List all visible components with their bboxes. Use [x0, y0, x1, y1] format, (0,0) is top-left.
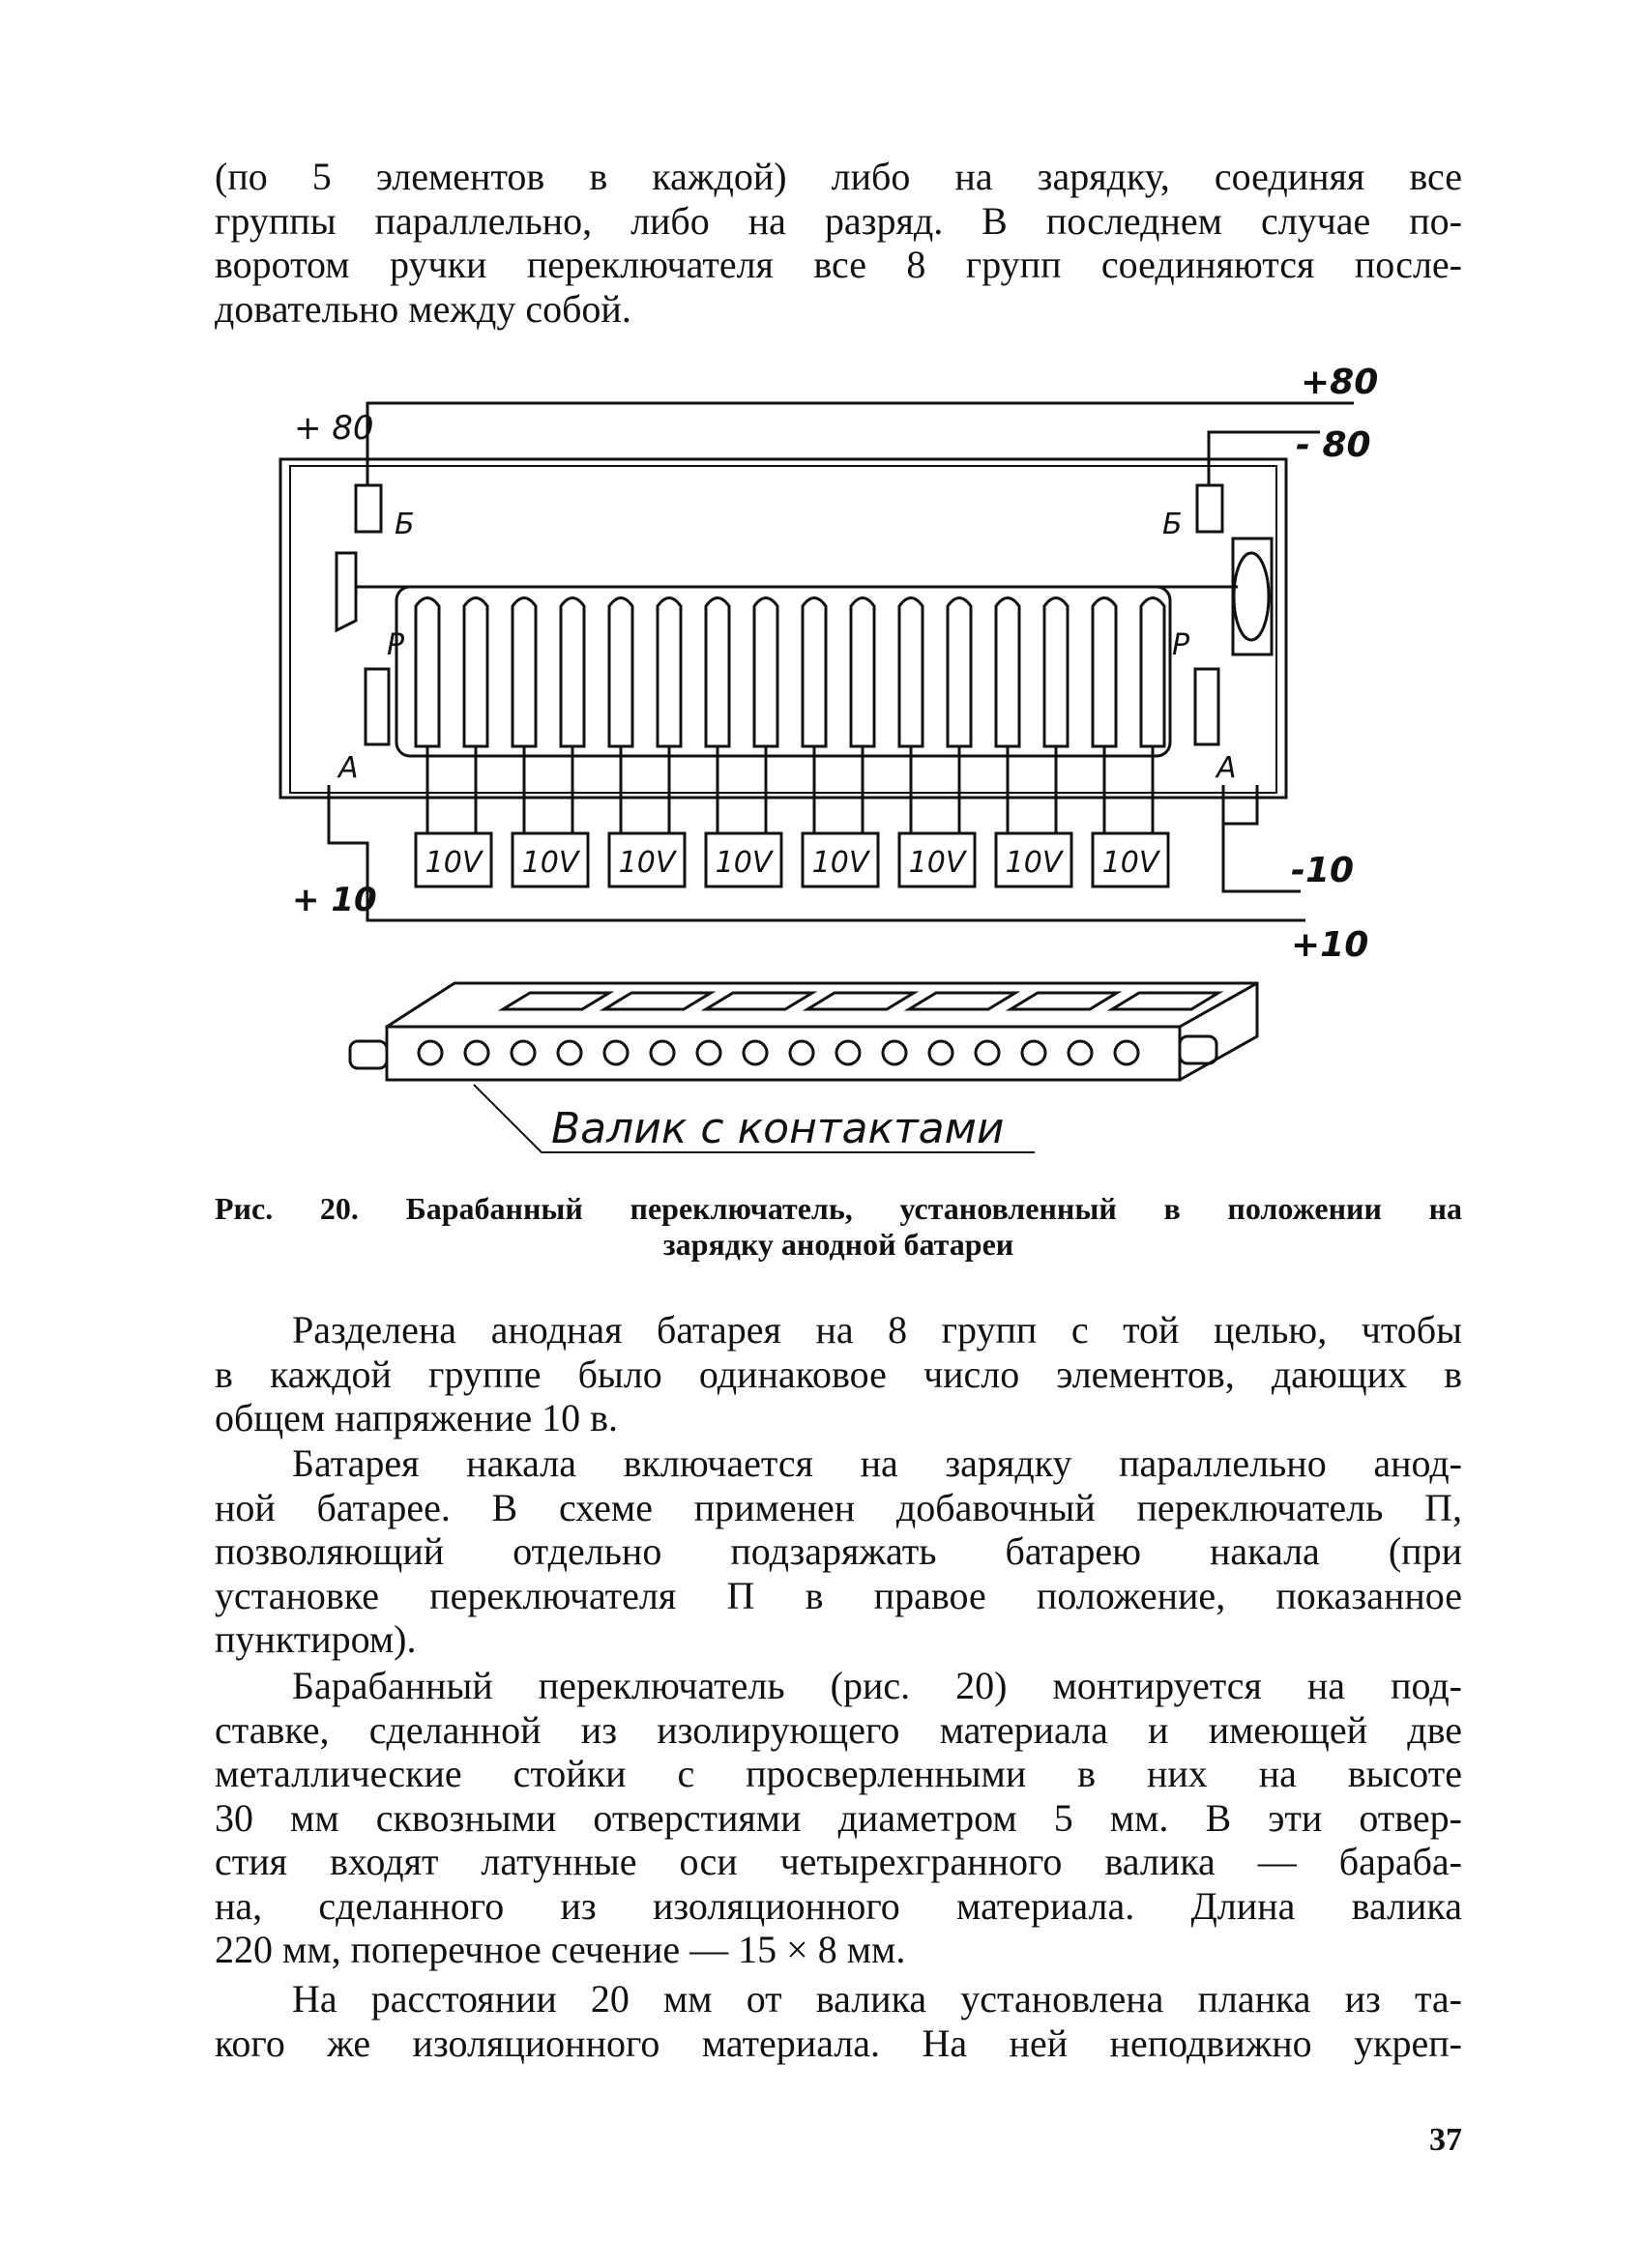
drum-contact-tube: [416, 598, 439, 747]
drum-contact-tube: [1141, 598, 1164, 747]
battery-cell-label: 10V: [1101, 846, 1159, 880]
p2-line-3: позволяющий отдельно подзаряжать батарею накала (при: [215, 1529, 1462, 1573]
label-plus80-right: +80: [1301, 363, 1379, 402]
roller-contact-pad: [909, 993, 1015, 1009]
paragraph-1: [215, 1308, 1462, 1440]
contact-b-left: [356, 485, 381, 532]
roller-contact-holes: [419, 1041, 1138, 1064]
roller-hole: [883, 1041, 906, 1064]
p3-line-3: металлические стойки с просверленными в них на высоте: [215, 1752, 1462, 1795]
switch-handle-right: [1233, 538, 1272, 654]
roller-contact-pad: [1112, 993, 1218, 1009]
roller-edge: [1180, 983, 1257, 1027]
battery-cell-label: 10V: [908, 846, 966, 880]
roller-hole: [836, 1041, 860, 1064]
p1-line-1: Разделена анодная батарея на 8 групп с той целью, чтобы: [292, 1308, 1462, 1352]
battery-cell-label: 10V: [811, 846, 869, 880]
battery-cell-label: 10V: [521, 846, 579, 880]
caption-line-2: зарядку анодной батареи: [662, 1227, 1014, 1262]
roller-contact-pad: [503, 993, 609, 1009]
battery-cells: [416, 833, 1168, 887]
roller-axle-left: [350, 1041, 387, 1068]
drum-contact-tube: [706, 598, 729, 747]
p3-line-1: Барабанный переключатель (рис. 20) монтируется на под-: [292, 1664, 1462, 1707]
minus10-bus: [1223, 824, 1301, 891]
roller-hole: [419, 1041, 442, 1064]
intro-line-1: (по 5 элементов в каждой) либо на зарядку, соединяя все: [215, 155, 1462, 198]
caption-line-1: Рис. 20. Барабанный переключатель, установленный в положении на: [215, 1191, 1462, 1226]
p2-line-5: пунктиром).: [215, 1617, 417, 1661]
switch-handle-left: [337, 553, 356, 630]
figure-caption: [215, 1191, 1462, 1263]
roller-hole: [651, 1041, 674, 1064]
p3-line-2: ставке, сделанной из изолирующего материала и имеющей две: [215, 1707, 1462, 1752]
roller-hole: [976, 1041, 999, 1064]
drum-contact-tube: [658, 598, 681, 747]
drum-contact-tube: [754, 598, 777, 747]
battery-cell-label: 10V: [425, 846, 483, 880]
label-minus80: - 80: [1296, 425, 1371, 465]
paragraph-4: [215, 1977, 1462, 2065]
roller-front-face: [387, 1027, 1180, 1080]
roller-axle-right: [1180, 1036, 1216, 1063]
drum-contact-tube: [513, 598, 536, 747]
label-b-right: Б: [1162, 508, 1183, 541]
drum-switch-figure: [280, 360, 1379, 1172]
label-roller-caption: Валик с контактами: [551, 1104, 1005, 1153]
roller-hole: [1022, 1041, 1045, 1064]
label-p-left: Р: [387, 628, 405, 662]
p3-line-6: на, сделанного из изоляционного материала. Длина валика: [215, 1883, 1462, 1928]
p2-line-2: ной батарее. В схеме применен добавочный переключатель П,: [215, 1485, 1462, 1529]
roller-hole: [512, 1041, 535, 1064]
intro-line-4: довательно между собой.: [215, 286, 631, 331]
roller-contact-pad: [807, 993, 914, 1009]
roller-hole: [558, 1041, 581, 1064]
label-plus10-right: +10: [1291, 925, 1369, 965]
right-bus: [1223, 785, 1257, 824]
drum-contact-tube: [561, 598, 584, 747]
intro-line-3: воротом ручки переключателя все 8 групп соединяются после-: [215, 243, 1462, 286]
drum-contact-tube: [899, 598, 923, 747]
label-minus10: -10: [1291, 851, 1355, 890]
roller-hole: [465, 1041, 488, 1064]
p2-line-1: Батарея накала включается на зарядку параллельно анод-: [292, 1441, 1462, 1485]
drum-contact-tube: [1093, 598, 1116, 747]
p3-line-4: 30 мм сквозными отверстиями диаметром 5 мм. В эти отвер-: [215, 1795, 1462, 1840]
p1-line-2: в каждой группе было одинаковое число элементов, дающих в: [215, 1352, 1462, 1396]
drum-contact-tube: [464, 598, 487, 747]
drum-contact-tube: [1044, 598, 1068, 747]
contact-b-right: [1197, 485, 1222, 532]
battery-cell-label: 10V: [715, 846, 773, 880]
roller-hole: [604, 1041, 628, 1064]
contact-p-right: [1195, 669, 1218, 744]
p4-line-1: На расстоянии 20 мм от валика установлена планка из та-: [292, 1977, 1462, 2021]
roller-hole: [790, 1041, 813, 1064]
paragraph-2: [215, 1441, 1462, 1662]
roller-contact-pad: [604, 993, 711, 1009]
drum-contact-tube: [803, 598, 826, 747]
paragraph-3: [215, 1664, 1462, 1972]
label-a-left: А: [338, 751, 359, 785]
p1-line-3: общем напряжение 10 в.: [215, 1396, 618, 1439]
intro-paragraph: [215, 155, 1462, 331]
label-plus80-left: + 80: [294, 409, 374, 448]
battery-cell-label: 10V: [1005, 846, 1063, 880]
roller-hole: [697, 1041, 720, 1064]
drum-contact-tube: [948, 598, 971, 747]
drum-contact-tube: [996, 598, 1019, 747]
drum-contact-tube: [851, 598, 874, 747]
label-p-right: Р: [1172, 628, 1190, 662]
intro-line-2: группы параллельно, либо на разряд. В последнем случае по-: [215, 198, 1462, 243]
p3-line-7: 220 мм, поперечное сечение — 15 × 8 мм.: [215, 1928, 906, 1971]
roller-contact-pad: [1011, 993, 1117, 1009]
circuit-diagram: [280, 403, 1354, 798]
switch-knob-right: [1234, 553, 1269, 640]
roller-hole: [929, 1041, 952, 1064]
page-number: 37: [1429, 2122, 1462, 2158]
roller-hole: [744, 1041, 767, 1064]
battery-cell-label: 10V: [618, 846, 676, 880]
label-b-left: Б: [395, 508, 415, 541]
contact-p-left: [366, 669, 389, 744]
label-plus10-left: + 10: [292, 881, 377, 919]
p3-line-5: стия входят латунные оси четырехгранного валика — бараба-: [215, 1840, 1462, 1883]
roller-contact-pad: [706, 993, 812, 1009]
p4-line-2: кого же изоляционного материала. На ней неподвижно укреп-: [215, 2021, 1462, 2065]
p2-line-4: установке переключателя П в правое положение, показанное: [215, 1573, 1462, 1617]
plus80-top-wire: [367, 403, 1349, 418]
label-a-right: А: [1216, 751, 1237, 785]
drum-contact-tube: [609, 598, 632, 747]
roller-hole: [1069, 1041, 1092, 1064]
roller-pads: [503, 993, 1218, 1009]
roller-hole: [1115, 1041, 1138, 1064]
